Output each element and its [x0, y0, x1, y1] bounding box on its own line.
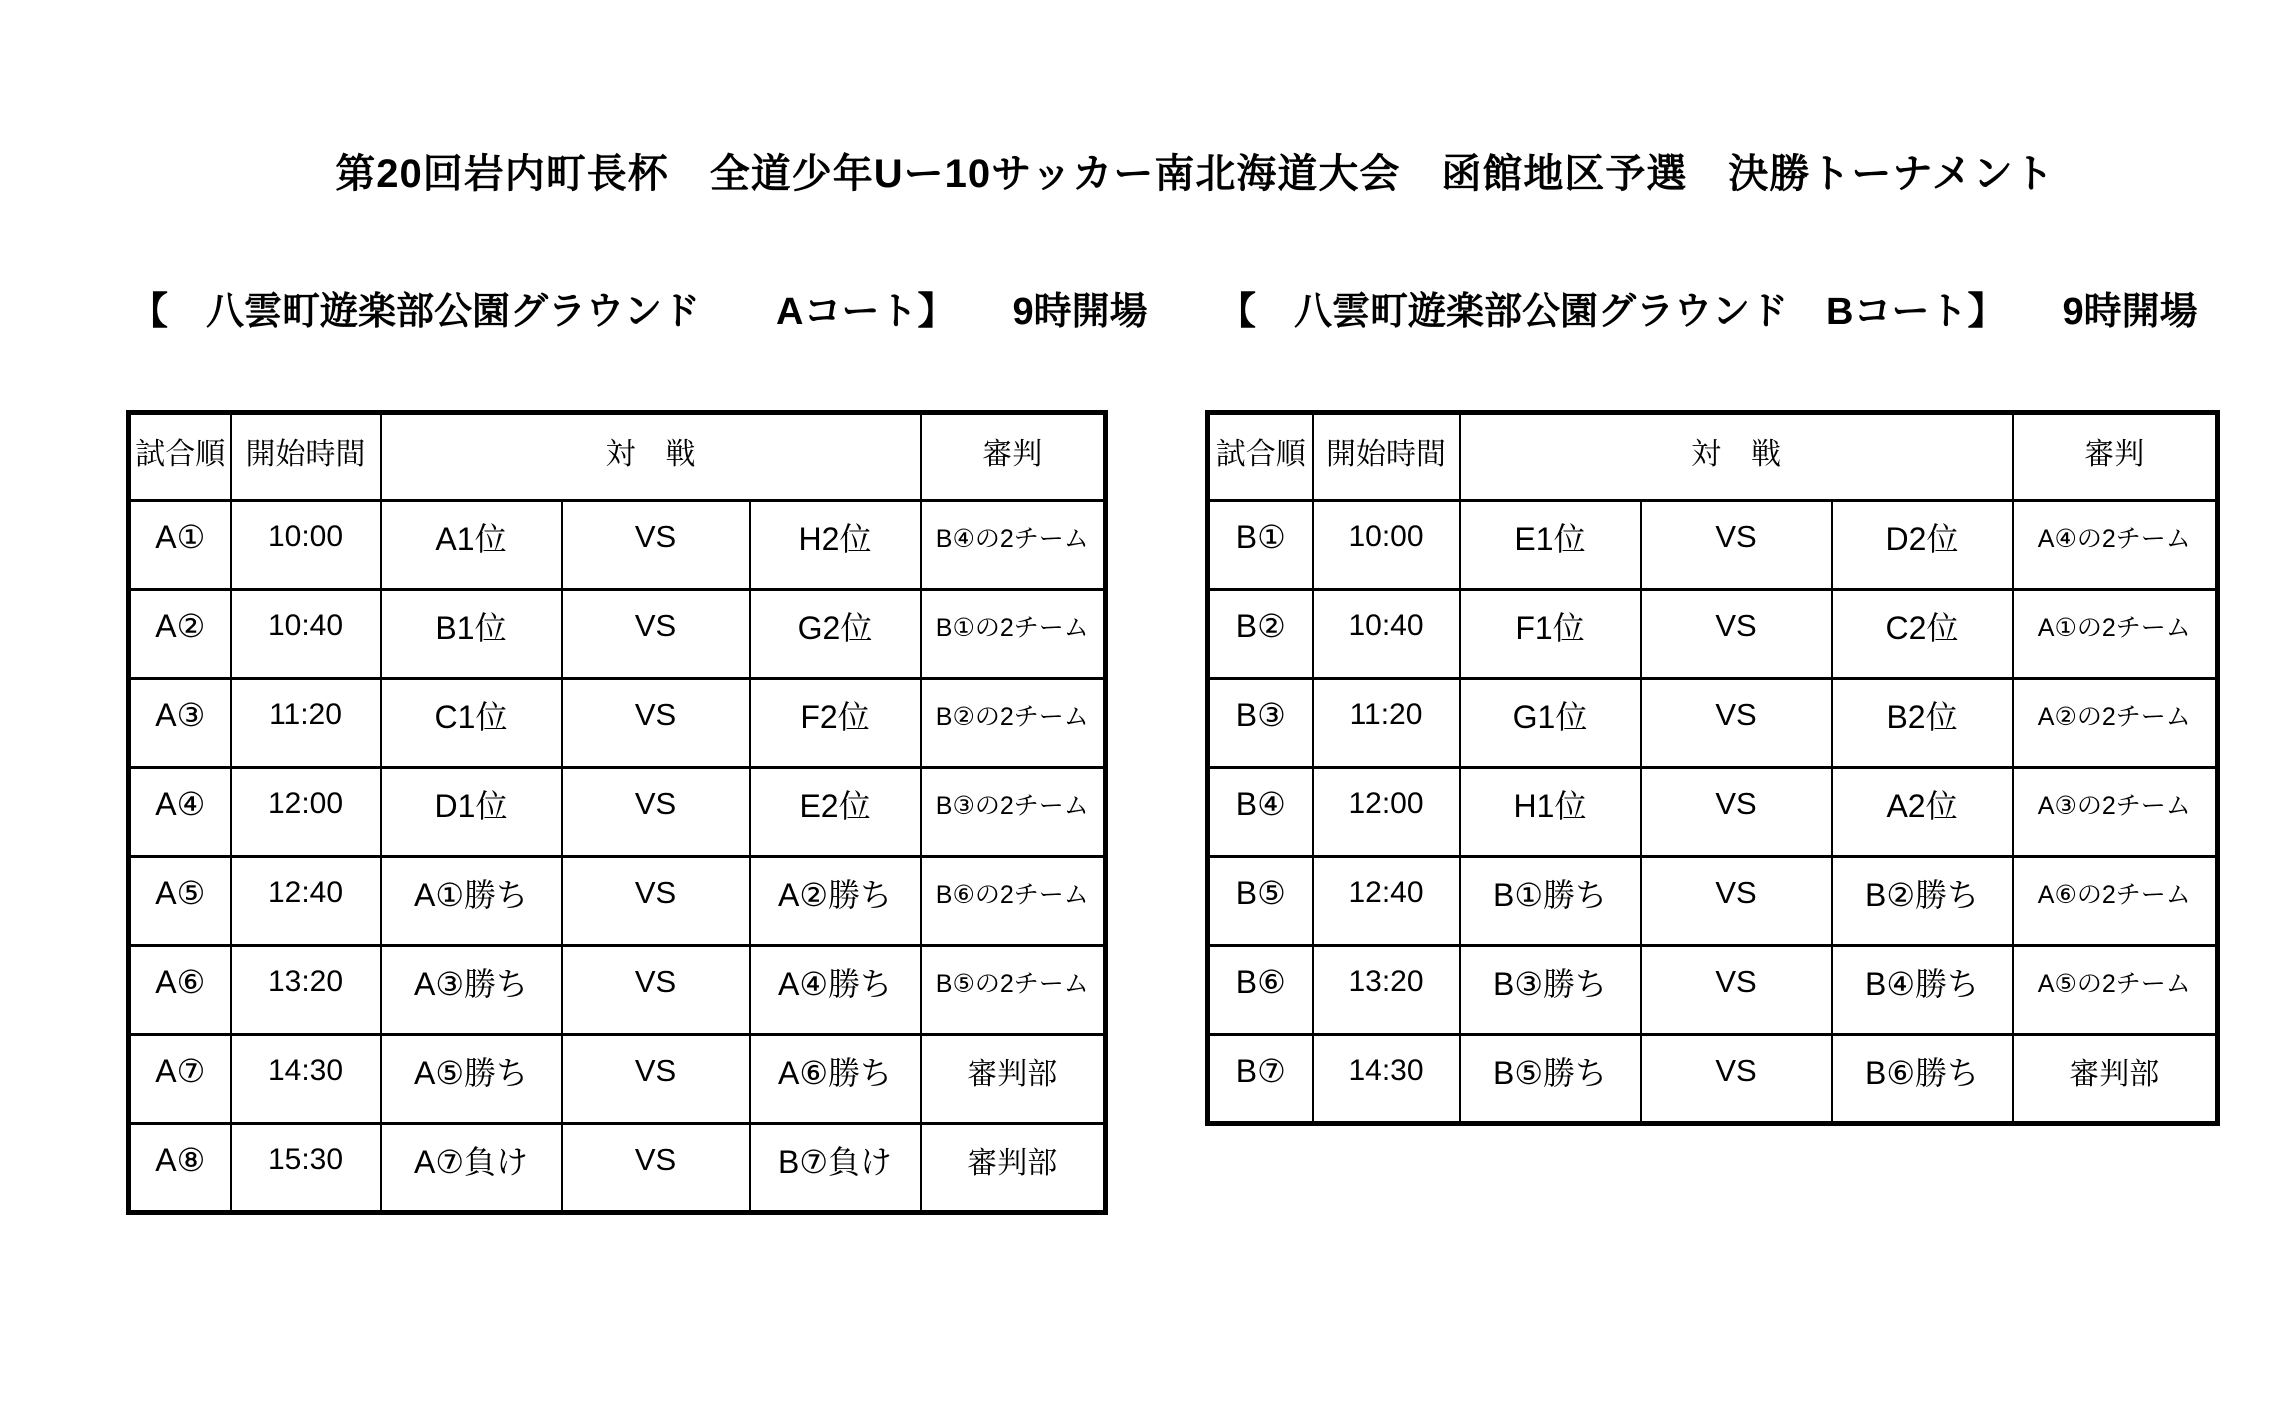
- vs-cell: VS: [562, 679, 750, 768]
- match-order-cell: A⑥: [129, 946, 231, 1035]
- court-b-table-header: [1208, 413, 2218, 501]
- home-team-cell: B1位: [381, 590, 562, 679]
- vs-cell: VS: [1641, 857, 1832, 946]
- vs-cell: VS: [1641, 679, 1832, 768]
- vs-cell: VS: [1641, 946, 1832, 1035]
- header-row: [1208, 413, 2218, 501]
- start-time-cell: 12:00: [231, 768, 381, 857]
- home-team-cell: B①勝ち: [1460, 857, 1641, 946]
- match-order-header: 試合順: [1208, 413, 1313, 501]
- match-order-cell: A②: [129, 590, 231, 679]
- home-team-cell: A1位: [381, 501, 562, 590]
- home-team-cell: B③勝ち: [1460, 946, 1641, 1035]
- home-team-cell: B⑤勝ち: [1460, 1035, 1641, 1124]
- home-team-cell: H1位: [1460, 768, 1641, 857]
- match-order-cell: B①: [1208, 501, 1313, 590]
- referee-cell: A⑤の2チーム: [2013, 946, 2218, 1035]
- match-order-cell: B③: [1208, 679, 1313, 768]
- away-team-cell: B②勝ち: [1832, 857, 2013, 946]
- home-team-cell: C1位: [381, 679, 562, 768]
- match-row: [1208, 679, 2218, 768]
- referee-cell: A⑥の2チーム: [2013, 857, 2218, 946]
- away-team-cell: A④勝ち: [750, 946, 921, 1035]
- match-order-cell: A⑧: [129, 1124, 231, 1213]
- away-team-cell: A2位: [1832, 768, 2013, 857]
- vs-cell: VS: [562, 1035, 750, 1124]
- home-team-cell: D1位: [381, 768, 562, 857]
- start-time-cell: 10:40: [1313, 590, 1460, 679]
- referee-cell: A④の2チーム: [2013, 501, 2218, 590]
- referee-cell: B②の2チーム: [921, 679, 1106, 768]
- referee-cell: 審判部: [921, 1035, 1106, 1124]
- court-a-table-body: [129, 501, 1106, 1213]
- match-order-cell: A①: [129, 501, 231, 590]
- court-a-header: 【 八雲町遊楽部公園グラウンド Aコート】 9時開場: [130, 291, 1148, 333]
- vs-cell: VS: [1641, 1035, 1832, 1124]
- referee-cell: B⑥の2チーム: [921, 857, 1106, 946]
- match-row: [129, 857, 1106, 946]
- match-row: [129, 1124, 1106, 1213]
- away-team-cell: B④勝ち: [1832, 946, 2013, 1035]
- match-order-cell: B⑥: [1208, 946, 1313, 1035]
- start-time-cell: 12:00: [1313, 768, 1460, 857]
- referee-header: 審判: [921, 413, 1106, 501]
- start-time-cell: 12:40: [1313, 857, 1460, 946]
- court-b-table-body: [1208, 501, 2218, 1124]
- start-time-cell: 13:20: [1313, 946, 1460, 1035]
- match-order-cell: B⑦: [1208, 1035, 1313, 1124]
- away-team-cell: E2位: [750, 768, 921, 857]
- match-row: [129, 1035, 1106, 1124]
- referee-header: 審判: [2013, 413, 2218, 501]
- start-time-header: 開始時間: [1313, 413, 1460, 501]
- match-order-header: 試合順: [129, 413, 231, 501]
- match-order-cell: A③: [129, 679, 231, 768]
- referee-cell: 審判部: [2013, 1035, 2218, 1124]
- referee-cell: A①の2チーム: [2013, 590, 2218, 679]
- match-row: [129, 946, 1106, 1035]
- start-time-cell: 11:20: [1313, 679, 1460, 768]
- home-team-cell: E1位: [1460, 501, 1641, 590]
- match-row: [1208, 857, 2218, 946]
- vs-cell: VS: [562, 857, 750, 946]
- start-time-cell: 13:20: [231, 946, 381, 1035]
- court-b-header: 【 八雲町遊楽部公園グラウンド Bコート】 9時開場: [1218, 291, 2198, 333]
- match-row: [129, 501, 1106, 590]
- page-title: 第20回岩内町長杯 全道少年Uー10サッカー南北海道大会 函館地区予選 決勝トーナメント: [335, 152, 2055, 196]
- home-team-cell: A⑦負け: [381, 1124, 562, 1213]
- referee-cell: B⑤の2チーム: [921, 946, 1106, 1035]
- match-row: [1208, 501, 2218, 590]
- versus-header: 対 戦: [1460, 413, 2013, 501]
- referee-cell: B①の2チーム: [921, 590, 1106, 679]
- match-order-cell: B②: [1208, 590, 1313, 679]
- match-order-cell: A④: [129, 768, 231, 857]
- start-time-cell: 15:30: [231, 1124, 381, 1213]
- start-time-cell: 14:30: [1313, 1035, 1460, 1124]
- home-team-cell: A①勝ち: [381, 857, 562, 946]
- away-team-cell: C2位: [1832, 590, 2013, 679]
- referee-cell: B④の2チーム: [921, 501, 1106, 590]
- start-time-cell: 10:40: [231, 590, 381, 679]
- away-team-cell: B⑦負け: [750, 1124, 921, 1213]
- home-team-cell: A⑤勝ち: [381, 1035, 562, 1124]
- court-b-schedule-table: [1205, 410, 2220, 1126]
- match-order-cell: B⑤: [1208, 857, 1313, 946]
- match-row: [129, 768, 1106, 857]
- referee-cell: A③の2チーム: [2013, 768, 2218, 857]
- vs-cell: VS: [1641, 501, 1832, 590]
- match-row: [1208, 1035, 2218, 1124]
- start-time-cell: 11:20: [231, 679, 381, 768]
- court-a-schedule-table: [126, 410, 1108, 1215]
- away-team-cell: A②勝ち: [750, 857, 921, 946]
- match-row: [1208, 768, 2218, 857]
- start-time-cell: 10:00: [1313, 501, 1460, 590]
- versus-header: 対 戦: [381, 413, 921, 501]
- away-team-cell: B2位: [1832, 679, 2013, 768]
- match-row: [129, 679, 1106, 768]
- match-row: [1208, 946, 2218, 1035]
- vs-cell: VS: [1641, 768, 1832, 857]
- home-team-cell: G1位: [1460, 679, 1641, 768]
- start-time-header: 開始時間: [231, 413, 381, 501]
- referee-cell: 審判部: [921, 1124, 1106, 1213]
- match-row: [1208, 590, 2218, 679]
- court-a-table-header: [129, 413, 1106, 501]
- away-team-cell: G2位: [750, 590, 921, 679]
- match-order-cell: B④: [1208, 768, 1313, 857]
- away-team-cell: F2位: [750, 679, 921, 768]
- away-team-cell: H2位: [750, 501, 921, 590]
- away-team-cell: B⑥勝ち: [1832, 1035, 2013, 1124]
- match-order-cell: A⑤: [129, 857, 231, 946]
- home-team-cell: F1位: [1460, 590, 1641, 679]
- match-row: [129, 590, 1106, 679]
- vs-cell: VS: [562, 946, 750, 1035]
- start-time-cell: 10:00: [231, 501, 381, 590]
- header-row: [129, 413, 1106, 501]
- vs-cell: VS: [1641, 590, 1832, 679]
- vs-cell: VS: [562, 768, 750, 857]
- referee-cell: B③の2チーム: [921, 768, 1106, 857]
- away-team-cell: A⑥勝ち: [750, 1035, 921, 1124]
- vs-cell: VS: [562, 501, 750, 590]
- away-team-cell: D2位: [1832, 501, 2013, 590]
- start-time-cell: 12:40: [231, 857, 381, 946]
- referee-cell: A②の2チーム: [2013, 679, 2218, 768]
- vs-cell: VS: [562, 1124, 750, 1213]
- home-team-cell: A③勝ち: [381, 946, 562, 1035]
- vs-cell: VS: [562, 590, 750, 679]
- match-order-cell: A⑦: [129, 1035, 231, 1124]
- start-time-cell: 14:30: [231, 1035, 381, 1124]
